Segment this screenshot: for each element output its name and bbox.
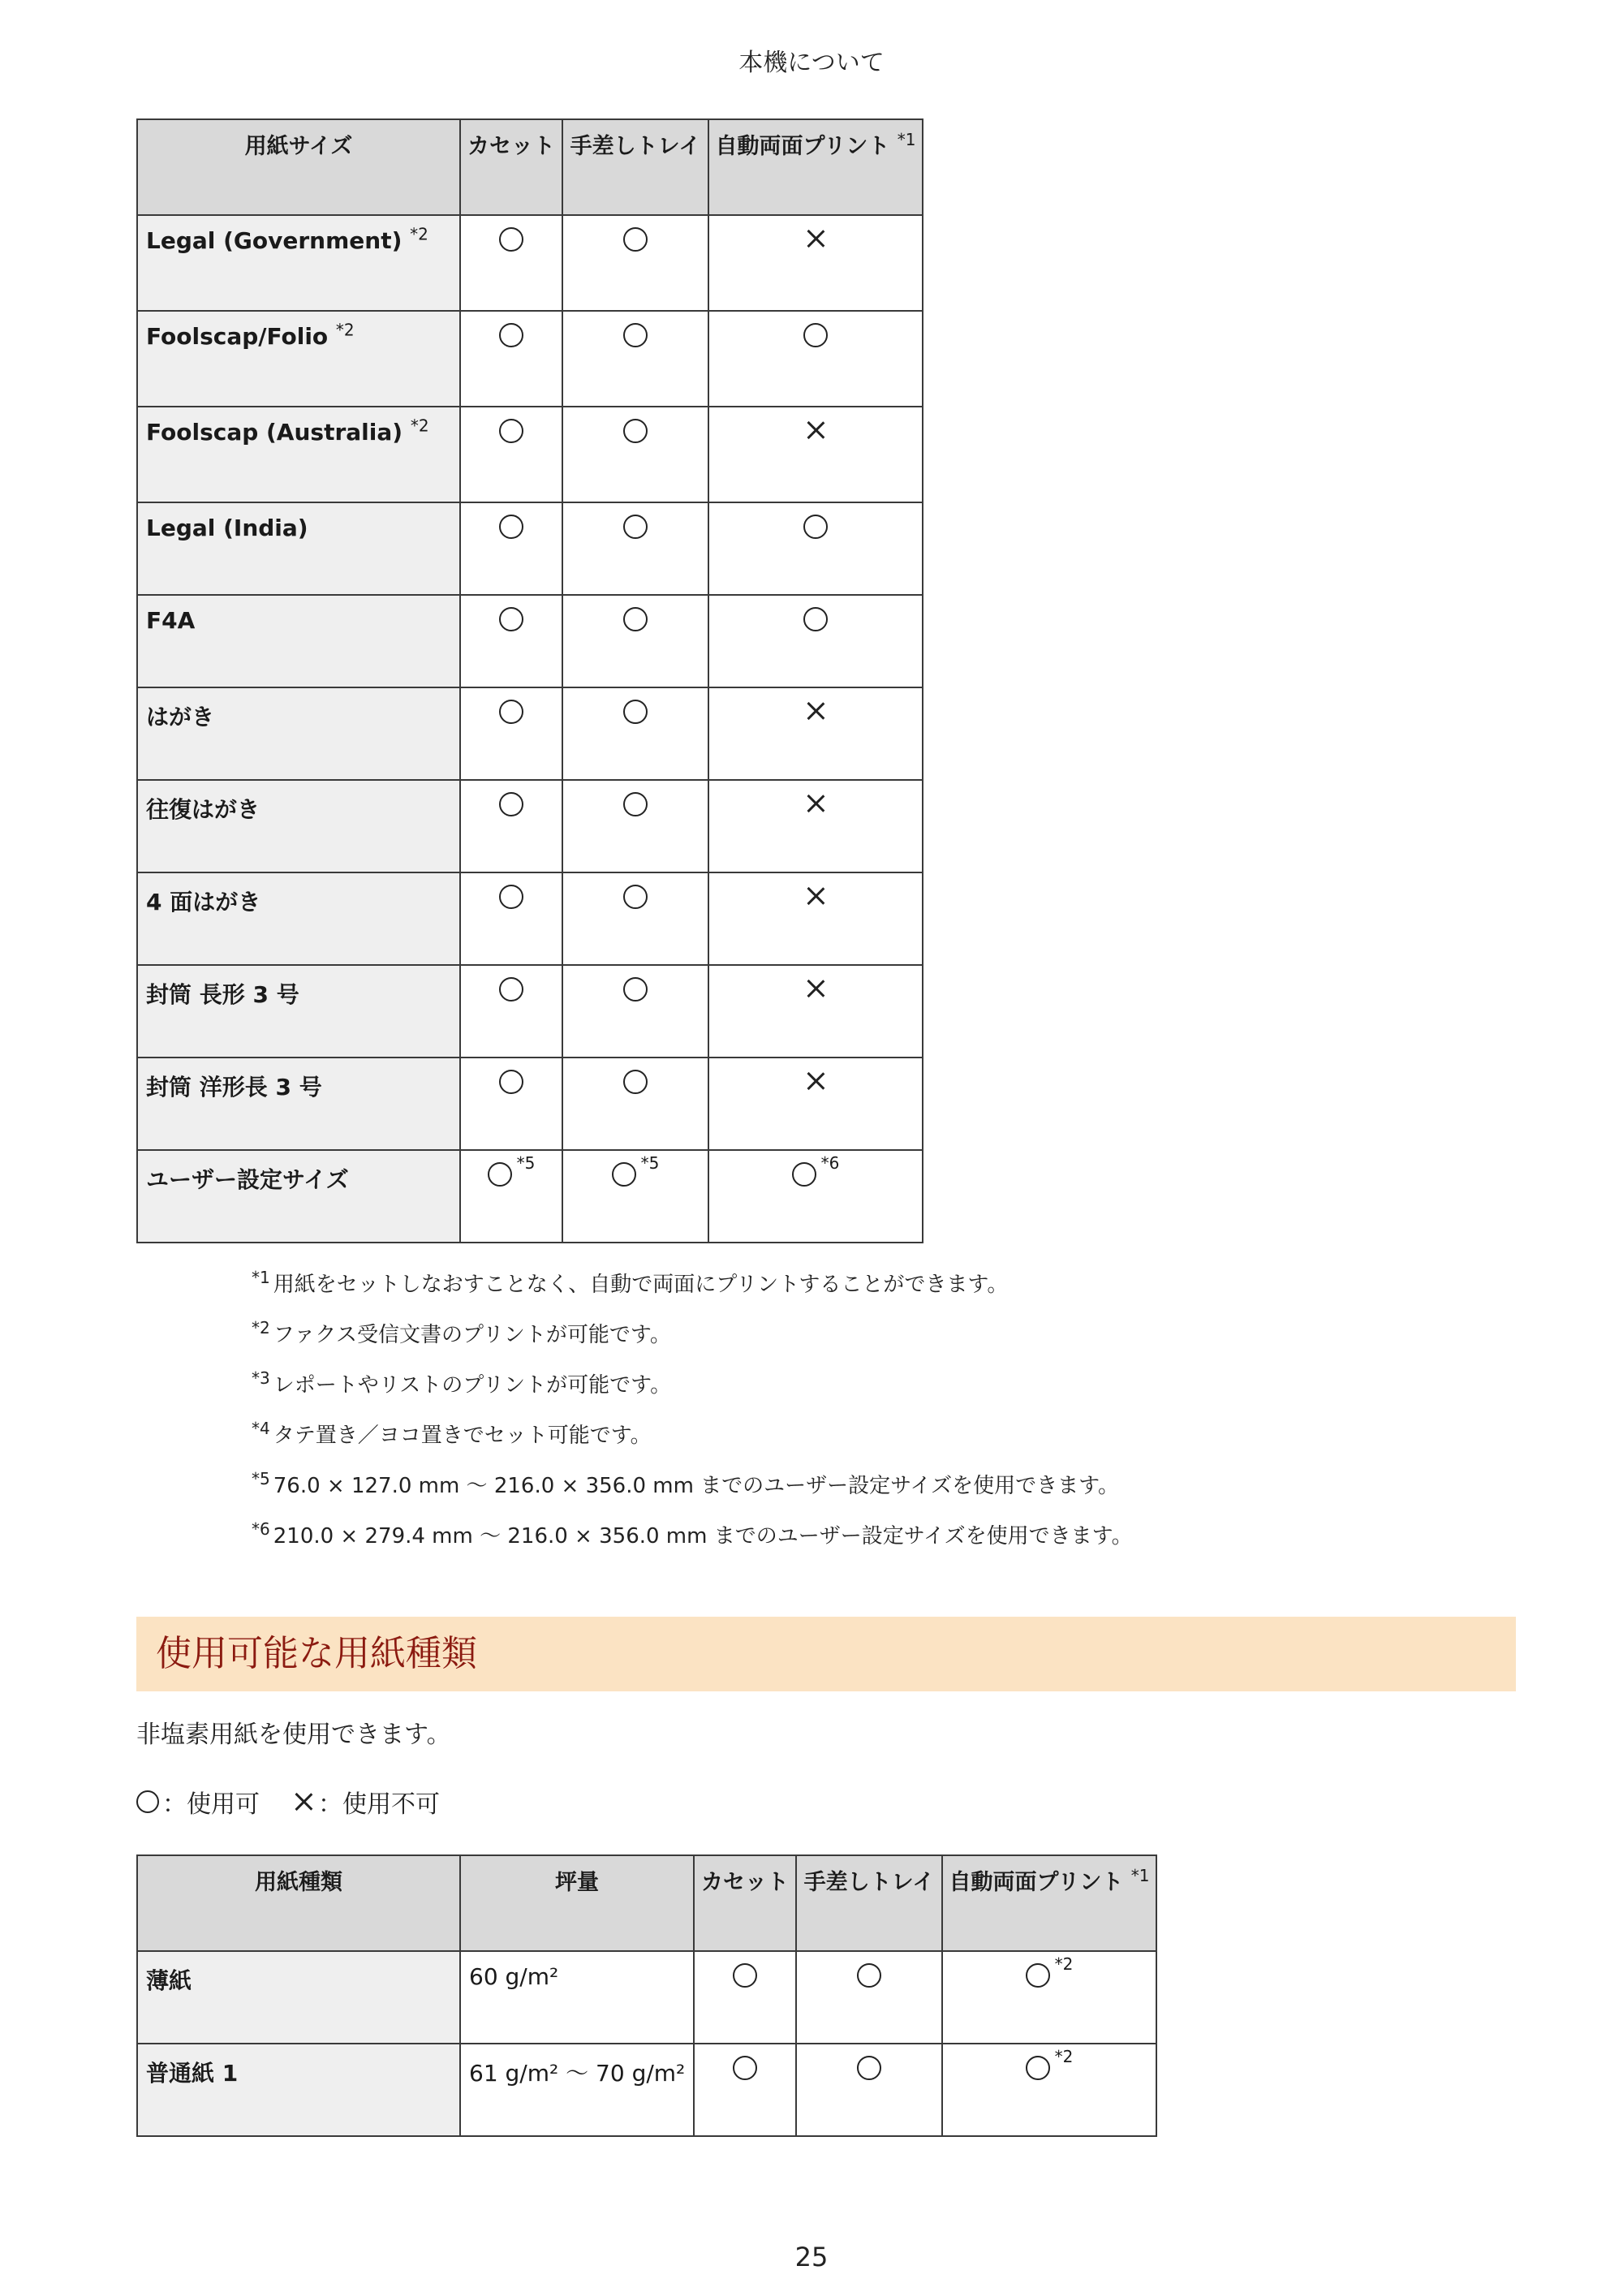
circle-icon [499, 977, 523, 1002]
footnote: $^{*2}$ ファクス受信文書のプリントが可能です。 [252, 1318, 671, 1347]
legend-unavailable-label: ：使用不可 [318, 1790, 440, 1819]
manual-tray-cell [562, 407, 708, 502]
table-row [137, 2044, 1156, 2136]
paper-size-name: 封筒 長形 3 号 [137, 965, 460, 1058]
paper-size-name: Legal (Government) $^{*2}$ [137, 215, 460, 311]
manual-tray-cell [562, 215, 708, 311]
manual-tray-cell [562, 872, 708, 965]
table-row [137, 1058, 923, 1150]
cross-icon [804, 792, 827, 815]
footnote: $^{*1}$ 用紙をセットしなおすことなく、自動で両面にプリントすることができます。 [252, 1268, 1009, 1297]
paper-size-name: 4 面はがき [137, 872, 460, 965]
manual-tray-cell [562, 311, 708, 407]
circle-icon [623, 885, 648, 909]
footnote-ref: *2 [1054, 1954, 1074, 1974]
header-basis-weight: 坪量 [460, 1855, 694, 1951]
mark-legend [136, 1784, 472, 1820]
paper-size-name: Foolscap/Folio $^{*2}$ [137, 311, 460, 407]
section-title: 使用可能な用紙種類 [136, 1617, 1516, 1691]
manual-tray-cell [562, 502, 708, 595]
paper-type-name: 普通紙 1 [137, 2044, 460, 2136]
footnote: $^{*6}$ 210.0 × 279.4 mm 〜 216.0 × 356.0 mm までのユーザー設定サイズを使用できます。 [252, 1519, 1133, 1549]
cassette-cell [460, 687, 562, 780]
cassette-cell [460, 1058, 562, 1150]
circle-icon [499, 419, 523, 443]
manual-tray-cell [562, 687, 708, 780]
duplex-cell [708, 1058, 923, 1150]
header-manual-tray: 手差しトレイ [796, 1855, 942, 1951]
cross-icon [804, 1070, 827, 1092]
circle-icon [733, 2056, 757, 2080]
circle-icon [792, 1162, 816, 1187]
paper-size-name: ユーザー設定サイズ [137, 1150, 460, 1243]
circle-icon [623, 227, 648, 252]
duplex-cell [708, 311, 923, 407]
circle-icon [857, 2056, 881, 2080]
legend-available-label: ：使用可 [162, 1790, 260, 1819]
paper-size-name: F4A [137, 595, 460, 687]
circle-icon [488, 1162, 512, 1187]
footnotes [252, 1268, 1133, 1570]
header-auto-duplex: 自動両面プリント $^{*1}$ [708, 119, 923, 215]
duplex-cell [708, 965, 923, 1058]
circle-icon [803, 607, 828, 631]
manual-tray-cell [796, 1951, 942, 2044]
basis-weight-cell: 60 g/m² [460, 1951, 694, 2044]
duplex-cell [708, 872, 923, 965]
table-row [137, 595, 923, 687]
circle-icon [499, 885, 523, 909]
footnote-ref: *6 [820, 1152, 840, 1173]
cross-icon [292, 1790, 315, 1813]
manual-tray-cell [796, 2044, 942, 2136]
duplex-cell [708, 215, 923, 311]
circle-icon [499, 515, 523, 539]
cassette-cell [460, 965, 562, 1058]
table-row [137, 872, 923, 965]
table-header-row [137, 1855, 1156, 1951]
cassette-cell [460, 595, 562, 687]
circle-icon [623, 700, 648, 724]
header-paper-type: 用紙種類 [137, 1855, 460, 1951]
circle-icon [1026, 2056, 1050, 2080]
table-row [137, 1150, 923, 1243]
cassette-cell [460, 407, 562, 502]
paper-size-name: 往復はがき [137, 780, 460, 872]
circle-icon [623, 607, 648, 631]
cassette-cell [694, 1951, 796, 2044]
cassette-cell [460, 780, 562, 872]
circle-icon [857, 1963, 881, 1988]
circle-icon [803, 323, 828, 347]
circle-icon [623, 977, 648, 1002]
circle-icon [499, 1070, 523, 1094]
cassette-cell [460, 872, 562, 965]
table-header-row [137, 119, 923, 215]
circle-icon [623, 419, 648, 443]
paper-type-table [136, 1854, 1157, 2137]
duplex-cell [708, 502, 923, 595]
circle-icon [733, 1963, 757, 1988]
cross-icon [804, 700, 827, 722]
cassette-cell [460, 502, 562, 595]
cassette-cell [460, 215, 562, 311]
duplex-cell [708, 687, 923, 780]
manual-tray-cell [562, 1150, 708, 1243]
circle-icon [623, 1070, 648, 1094]
duplex-cell [942, 1951, 1156, 2044]
cross-icon [804, 419, 827, 442]
header-auto-duplex: 自動両面プリント $^{*1}$ [942, 1855, 1156, 1951]
footnote-ref: *5 [640, 1152, 660, 1173]
duplex-cell [708, 407, 923, 502]
duplex-cell [942, 2044, 1156, 2136]
table-row [137, 687, 923, 780]
circle-icon [499, 792, 523, 816]
manual-tray-cell [562, 595, 708, 687]
cassette-cell [460, 1150, 562, 1243]
circle-icon [803, 515, 828, 539]
table-row [137, 502, 923, 595]
footnote-ref: *5 [516, 1152, 536, 1173]
footnote: $^{*5}$ 76.0 × 127.0 mm 〜 216.0 × 356.0 mm までのユーザー設定サイズを使用できます。 [252, 1469, 1120, 1498]
circle-icon [623, 515, 648, 539]
footnote-ref: *2 [1054, 2046, 1074, 2066]
circle-icon [612, 1162, 636, 1187]
cassette-cell [694, 2044, 796, 2136]
circle-icon [499, 227, 523, 252]
paper-size-name: Legal (India) [137, 502, 460, 595]
footnote: $^{*4}$ タテ置き／ヨコ置きでセット可能です。 [252, 1419, 652, 1448]
legend-available [136, 1784, 260, 1820]
duplex-cell [708, 1150, 923, 1243]
header-paper-size: 用紙サイズ [137, 119, 460, 215]
circle-icon [499, 323, 523, 347]
table-row [137, 311, 923, 407]
cassette-cell [460, 311, 562, 407]
basis-weight-cell: 61 g/m² 〜 70 g/m² [460, 2044, 694, 2136]
paper-size-name: 封筒 洋形長 3 号 [137, 1058, 460, 1150]
section-intro: 非塩素用紙を使用できます。 [136, 1721, 451, 1749]
paper-size-name: はがき [137, 687, 460, 780]
cross-icon [804, 977, 827, 1000]
circle-icon [499, 700, 523, 724]
header-cassette: カセット [460, 119, 562, 215]
circle-icon [623, 323, 648, 347]
paper-size-name: Foolscap (Australia) $^{*2}$ [137, 407, 460, 502]
cross-icon [804, 885, 827, 907]
table-row [137, 1951, 1156, 2044]
table-row [137, 407, 923, 502]
manual-tray-cell [562, 1058, 708, 1150]
circle-icon [499, 607, 523, 631]
page-header: 本機について [738, 49, 885, 77]
page-number: 25 [794, 2242, 829, 2272]
circle-icon [623, 792, 648, 816]
cross-icon [804, 227, 827, 250]
manual-tray-cell [562, 780, 708, 872]
header-cassette: カセット [694, 1855, 796, 1951]
circle-icon [1026, 1963, 1050, 1988]
table-row [137, 780, 923, 872]
paper-type-name: 薄紙 [137, 1951, 460, 2044]
header-manual-tray: 手差しトレイ [562, 119, 708, 215]
circle-icon [136, 1790, 159, 1813]
footnote: $^{*3}$ レポートやリストのプリントが可能です。 [252, 1368, 672, 1398]
duplex-cell [708, 595, 923, 687]
duplex-cell [708, 780, 923, 872]
paper-size-table [136, 118, 923, 1243]
table-row [137, 965, 923, 1058]
manual-tray-cell [562, 965, 708, 1058]
legend-unavailable [292, 1784, 440, 1820]
table-row [137, 215, 923, 311]
